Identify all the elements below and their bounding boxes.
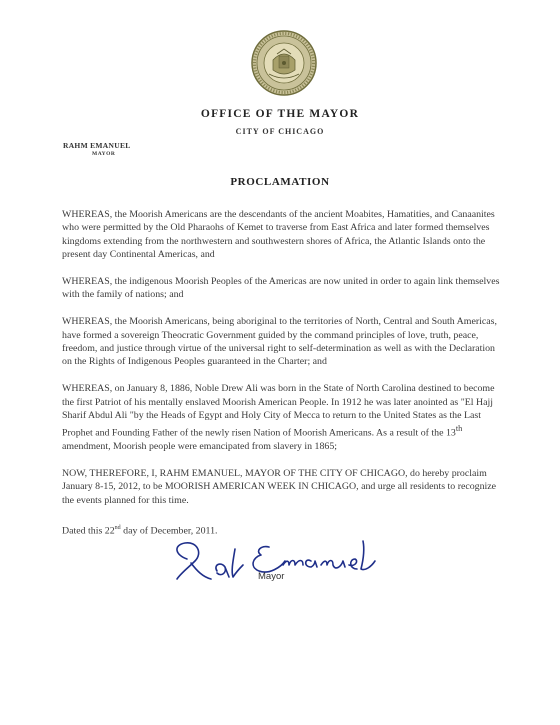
- whereas-paragraph-3: WHEREAS, the Moorish Americans, being aboriginal to the territories of North, Central and South Americas, have formed a sovereign Theocratic Government guided by the command principles of love, truth, peace, freedom, and justice through virtue of the universal right to self-determination as well as with the Declaration on the Rights of Indigenous Peoples guaranteed in the Charter; and: [62, 316, 497, 368]
- paragraph-4-superscript: th: [455, 424, 463, 434]
- whereas-paragraph-4: [62, 382, 506, 453]
- mayor-name: RAHM EMANUEL: [63, 141, 131, 150]
- dated-superscript: nd: [114, 525, 121, 531]
- proclamation-body: [62, 208, 506, 521]
- dated-text-b: day of December, 2011.: [120, 525, 218, 537]
- proclamation-heading: PROCLAMATION: [230, 176, 330, 188]
- office-title: OFFICE OF THE MAYOR: [200, 108, 360, 120]
- paragraph-4-text-a: WHEREAS, on January 8, 1886, Noble Drew Ali was born in the State of North Carolina destined to become the first Patriot of his mentally enslaved Moorish American People. In 1912 he was later anointed as "El Hajj Sharif Abdul Ali "by the Heads of Egypt and Holy City of Mecca to return to the United States as the Last Prophet and Founding Father of the newly risen Nation of Moorish Americans. As a result of the 13: [62, 383, 495, 439]
- city-of-chicago-seal-icon: [251, 30, 317, 96]
- city-title: CITY OF CHICAGO: [235, 127, 325, 136]
- now-therefore-paragraph: NOW, THEREFORE, I, RAHM EMANUEL, MAYOR OF THE CITY OF CHICAGO, do hereby proclaim January 8-15, 2012, to be MOORISH AMERICAN WEEK IN CHICAGO, and urge all residents to recognize the events planned for this time.: [62, 467, 497, 506]
- dated-text-a: Dated this 22: [62, 525, 115, 537]
- whereas-paragraph-1: WHEREAS, the Moorish Americans are the descendants of the ancient Moabites, Hamatities, and Canaanites who were permitted by the Old Pharaohs of Kemet to traverse from East Africa and later formed themselves kingdoms extending from the northwestern and southwestern shores of Africa, the Atlantic Islands onto the present day Continental Americas, and: [62, 209, 495, 261]
- whereas-paragraph-2: WHEREAS, the indigenous Moorish Peoples of the Americas are now united in order to again link themselves with the family of nations; and: [62, 276, 500, 301]
- mayor-title: MAYOR: [92, 151, 116, 157]
- paragraph-4-text-b: amendment, Moorish people were emancipated from slavery in 1865;: [62, 441, 338, 453]
- signature-title: Mayor: [258, 571, 285, 582]
